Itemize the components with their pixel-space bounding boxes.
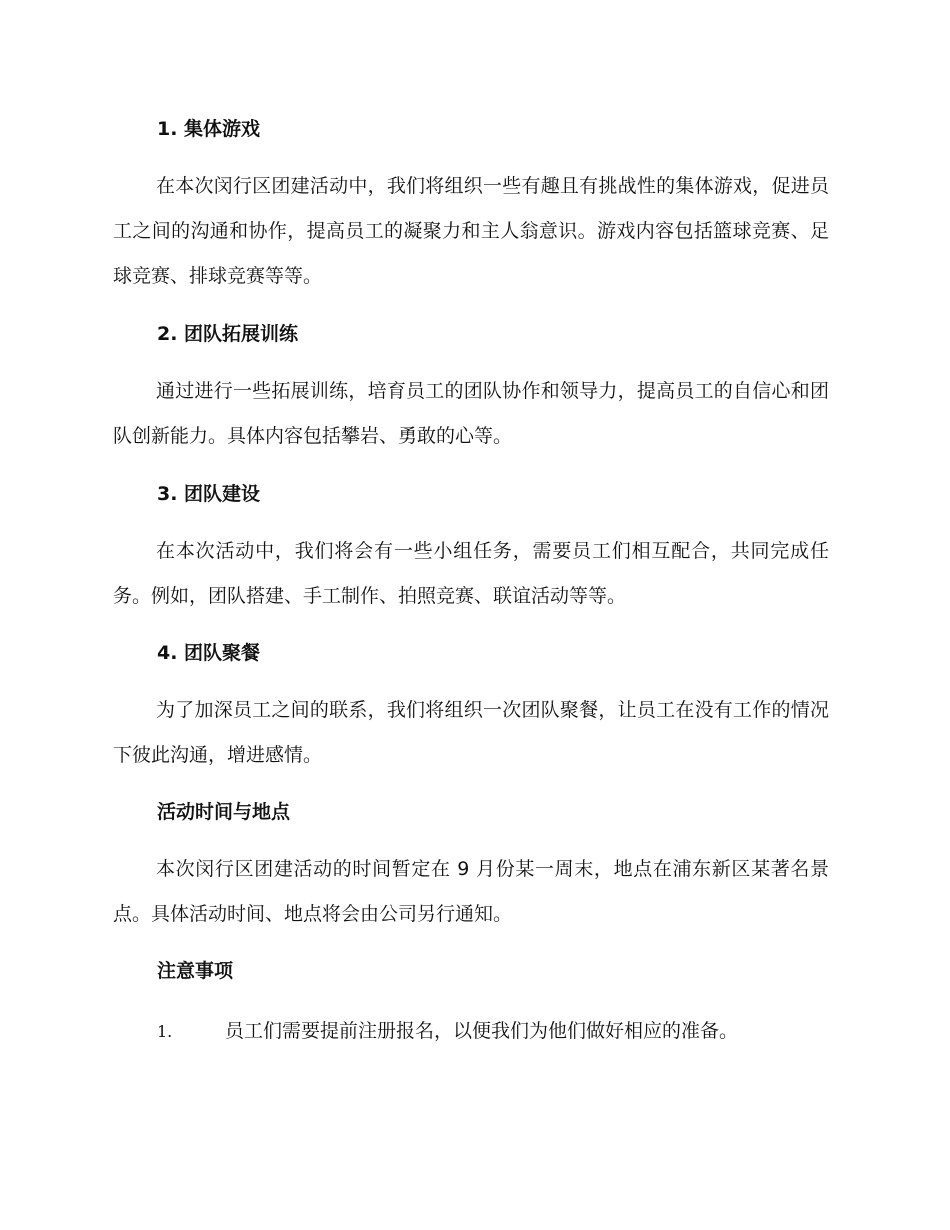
section-heading-time-location: 活动时间与地点 bbox=[157, 801, 291, 823]
notes-heading: 注意事项 bbox=[157, 960, 234, 982]
section-body-team-building: 在本次活动中，我们将会有一些小组任务，需要员工们相互配合，共同完成任务。例如，团队搭建、手工制作、拍照竞赛、联谊活动等等。 bbox=[113, 540, 829, 607]
section-body-team-training: 通过进行一些拓展训练，培育员工的团队协作和领导力，提高员工的自信心和团队创新能力。具体内容包括攀岩、勇敢的心等。 bbox=[113, 380, 829, 447]
section-heading-team-training: 2. 团队拓展训练 bbox=[157, 323, 299, 345]
section-heading-group-games: 1. 集体游戏 bbox=[157, 118, 261, 140]
list-item-number: 1. bbox=[157, 1022, 173, 1041]
list-item bbox=[157, 1018, 738, 1045]
section-body-team-dinner: 为了加深员工之间的联系，我们将组织一次团队聚餐，让员工在没有工作的情况下彼此沟通，增进感情。 bbox=[113, 699, 829, 766]
section-heading-team-building: 3. 团队建设 bbox=[157, 483, 261, 505]
section-body-time-location: 本次闵行区团建活动的时间暂定在 9 月份某一周末，地点在浦东新区某著名景点。具体活动时间、地点将会由公司另行通知。 bbox=[113, 858, 829, 925]
section-heading-team-dinner: 4. 团队聚餐 bbox=[157, 642, 261, 664]
list-item-text: 员工们需要提前注册报名，以便我们为他们做好相应的准备。 bbox=[225, 1020, 739, 1042]
section-body-group-games: 在本次闵行区团建活动中，我们将组织一些有趣且有挑战性的集体游戏，促进员工之间的沟通和协作，提高员工的凝聚力和主人翁意识。游戏内容包括篮球竞赛、足球竞赛、排球竞赛等等。 bbox=[113, 175, 829, 287]
